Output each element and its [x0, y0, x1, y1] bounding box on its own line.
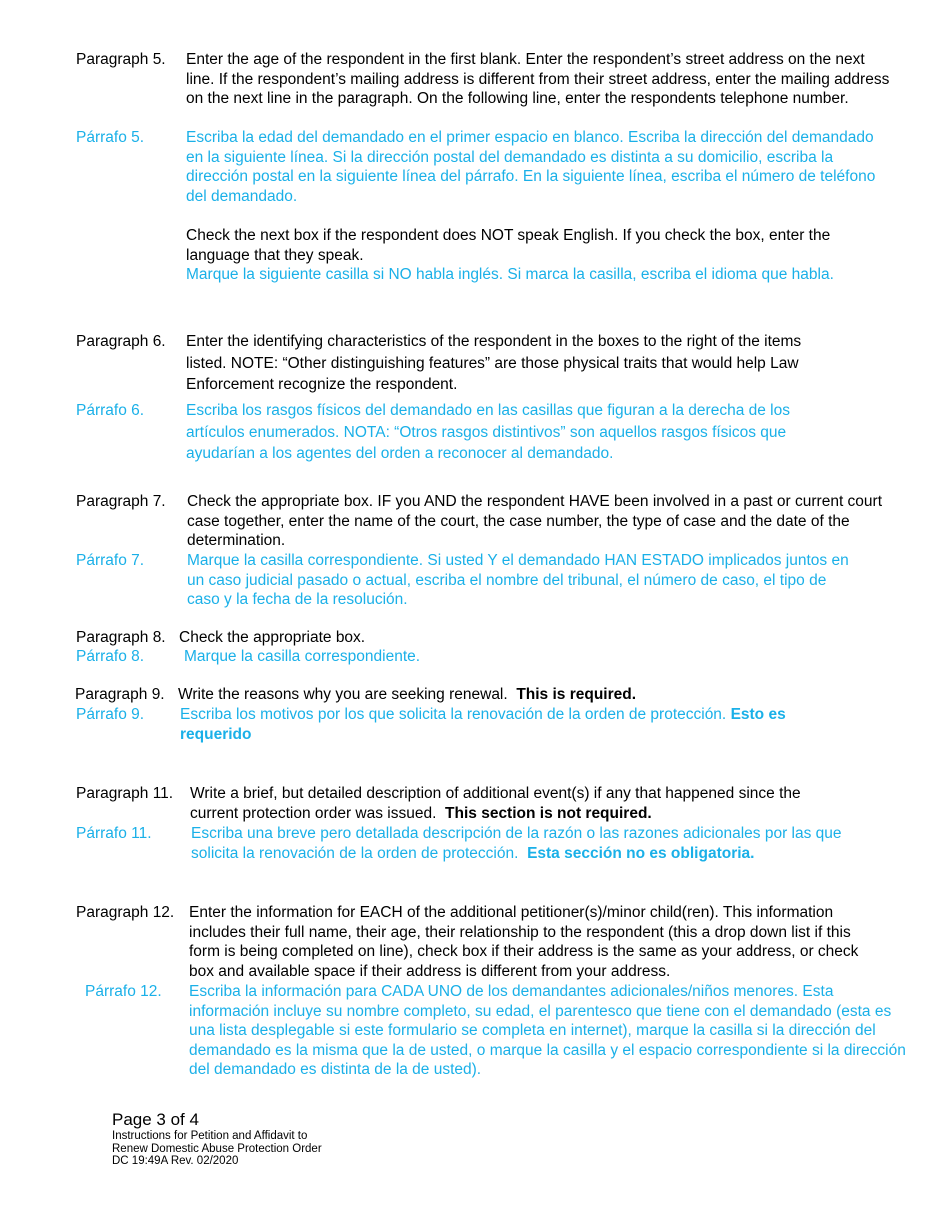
paragraph-9-required: This is required. [516, 686, 637, 703]
parrafo-6-label: Párrafo 6. [76, 402, 145, 419]
page-number: Page 3 of 4 [112, 1110, 199, 1129]
paragraph-6-text: Enter the identifying characteristics of the respondent in the boxes to the right of the items listed. NOTE: “Other distinguishing features” are those physical traits that would help Law Enforcement recognize the respondent. [186, 333, 802, 393]
paragraph-5-text-2: Check the next box if the respondent does NOT speak English. If you check the box, enter the language that they speak. [186, 227, 831, 264]
parrafo-8-label: Párrafo 8. [76, 648, 145, 665]
page-footer [112, 1110, 322, 1168]
parrafo-9-required: Esto es requerido [180, 706, 786, 743]
paragraph-11-label: Paragraph 11. [76, 785, 174, 802]
parrafo-7-text: Marque la casilla correspondiente. Si usted Y el demandado HAN ESTADO implicados juntos en un caso judicial pasado o actual, escriba el nombre del tribunal, el número de caso, el tipo de caso y la fecha de la resolución. [187, 552, 849, 609]
parrafo-5-text-2: Marque la siguiente casilla si NO habla inglés. Si marca la casilla, escriba el idioma que habla. [186, 266, 834, 283]
paragraph-8-label: Paragraph 8. [76, 629, 166, 646]
paragraph-12-label: Paragraph 12. [76, 904, 175, 921]
paragraph-8-text: Check the appropriate box. [179, 629, 366, 646]
parrafo-5-label: Párrafo 5. [76, 129, 145, 146]
parrafo-6-text: Escriba los rasgos físicos del demandado en las casillas que figuran a la derecha de los artículos enumerados. NOTA: “Otros rasgos distintivos” son aquellos rasgos físicos que ayudarían a los agentes del orden a reconocer al demandado. [186, 402, 790, 462]
paragraph-11-text: Write a brief, but detailed description of additional event(s) if any that happened since the current protection order was issued. [190, 785, 801, 822]
parrafo-11-label: Párrafo 11. [76, 825, 152, 842]
parrafo-8-text: Marque la casilla correspondiente. [184, 648, 421, 665]
paragraph-12-text: Enter the information for EACH of the additional petitioner(s)/minor child(ren). This information includes their full name, their age, their relationship to the respondent (this a drop down list if this form is being completed on line), check box if their address is the same as your address, or check box and available space if their address is different from your address. [189, 904, 859, 980]
paragraph-5-text: Enter the age of the respondent in the first blank. Enter the respondent’s street address on the next line. If the respondent’s mailing address is different from their street address, enter the mailing address on the next line in the paragraph. On the following line, enter the respondents telephone number. [186, 51, 890, 108]
parrafo-12-label: Párrafo 12. [85, 983, 162, 1000]
parrafo-9-label: Párrafo 9. [76, 706, 145, 723]
paragraph-5-label: Paragraph 5. [76, 51, 166, 68]
paragraph-11-not-required: This section is not required. [445, 804, 652, 822]
parrafo-11-not-required: Esta sección no es obligatoria. [527, 844, 755, 862]
paragraph-9-text: Write the reasons why you are seeking renewal. [178, 686, 508, 703]
footer-form-code: DC 19:49A Rev. 02/2020 [112, 1155, 239, 1168]
parrafo-5-text: Escriba la edad del demandado en el primer espacio en blanco. Escriba la dirección del demandado en la siguiente línea. Si la dirección postal del demandado es distinta a su domicilio, escriba la dirección postal en la siguiente línea del párrafo. En la siguiente línea, escriba el número de teléfono del demandado. [186, 129, 876, 205]
parrafo-7-label: Párrafo 7. [76, 552, 145, 569]
paragraph-7-label: Paragraph 7. [76, 493, 166, 510]
paragraph-7-text: Check the appropriate box. IF you AND the respondent HAVE been involved in a past or current court case together, enter the name of the court, the case number, the type of case and the date of the determination. [187, 493, 883, 550]
parrafo-12-text: Escriba la información para CADA UNO de los demandantes adicionales/niños menores. Esta información incluye su nombre completo, su edad, el parentesco que tiene con el demandado (esta es una lista desplegable si este formulario se completa en internet), marque la casilla si la dirección del demandado es la misma que la de usted, o marque la casilla y el espacio correspondiente si la dirección del demandado es distinta de la de usted). [189, 983, 906, 1079]
paragraph-6-label: Paragraph 6. [76, 333, 166, 350]
parrafo-9-text: Escriba los motivos por los que solicita la renovación de la orden de protección. [180, 706, 727, 723]
paragraph-9-label: Paragraph 9. [75, 686, 165, 703]
parrafo-11-text: Escriba una breve pero detallada descripción de la razón o las razones adicionales por las que solicita la renovación de la orden de protección. [191, 825, 842, 862]
footer-form-title-2: Renew Domestic Abuse Protection Order [112, 1142, 322, 1155]
footer-form-title-1: Instructions for Petition and Affidavit to [112, 1130, 308, 1142]
